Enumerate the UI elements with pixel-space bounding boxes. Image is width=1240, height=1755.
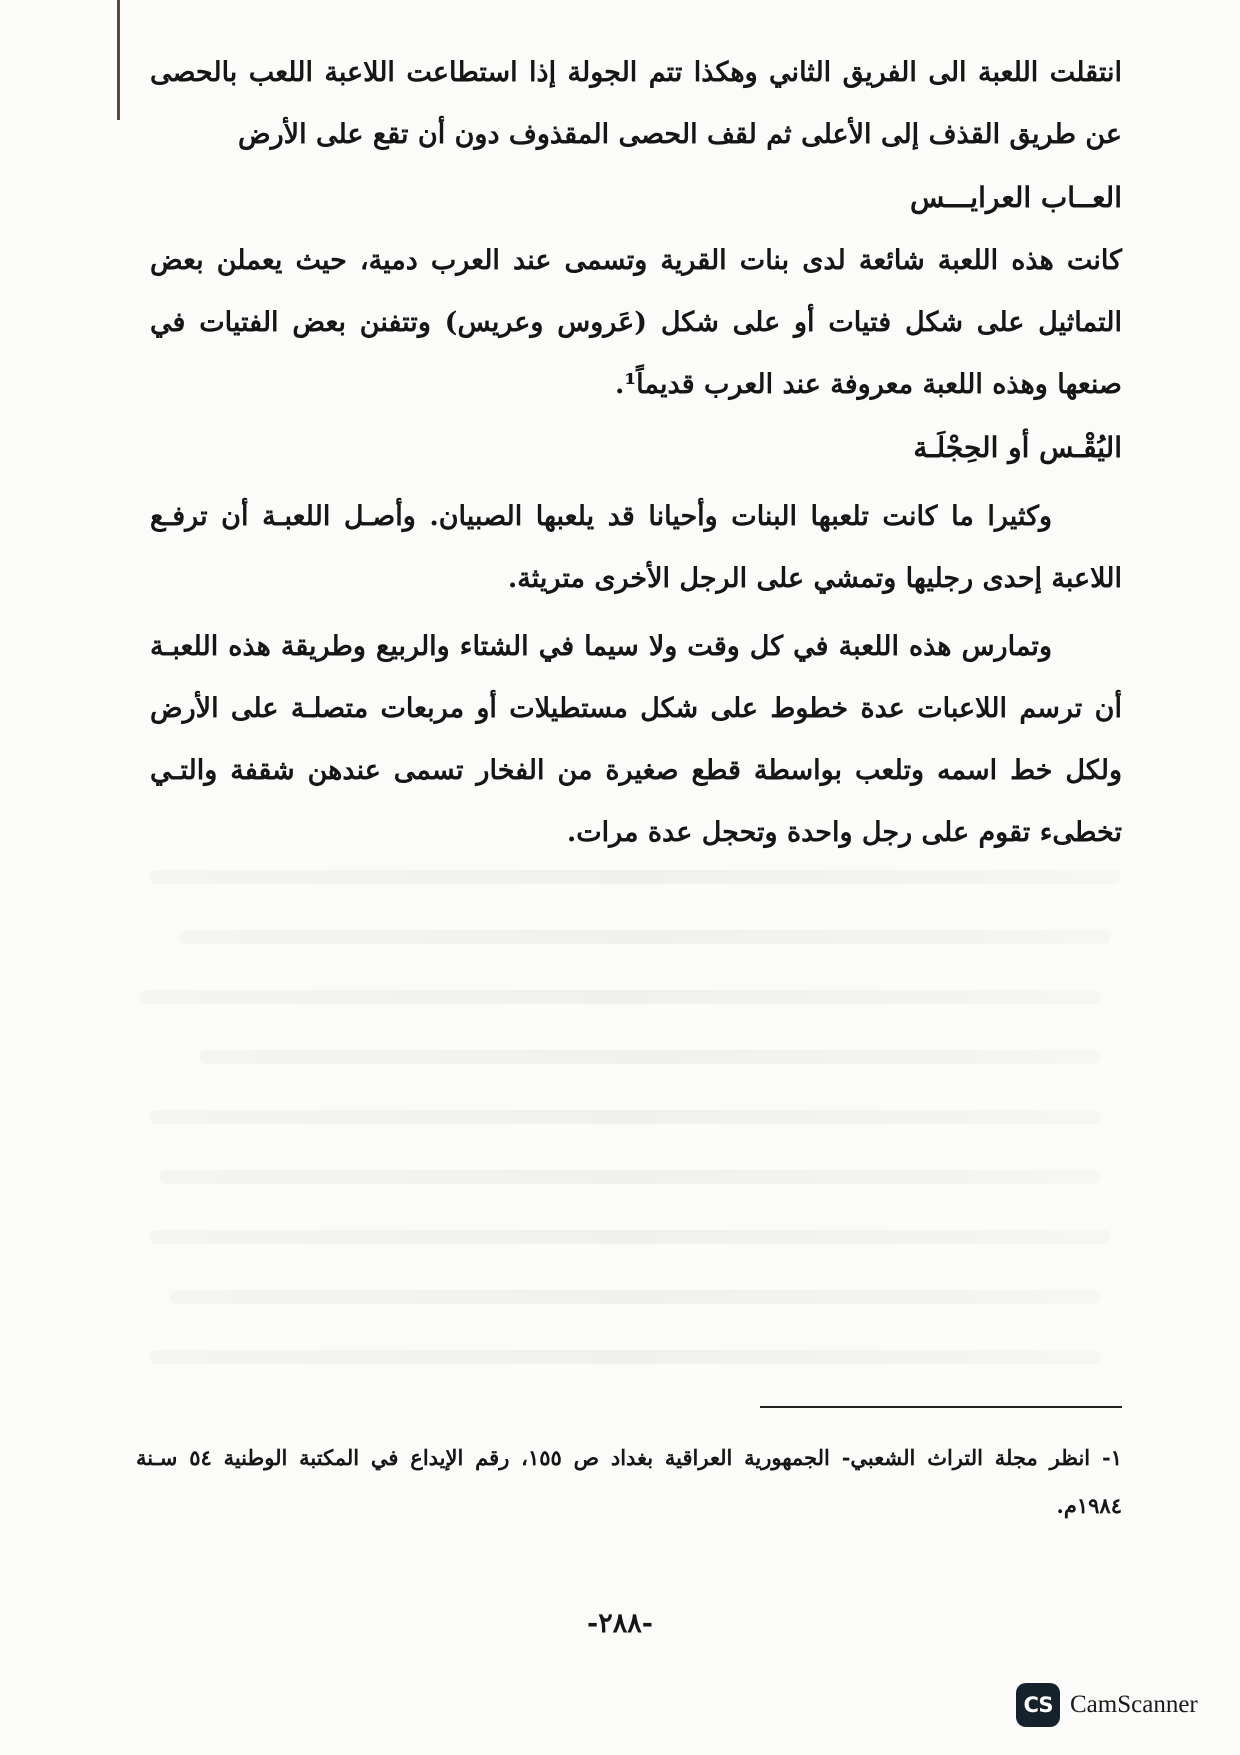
bleed-through-mark <box>180 930 1110 944</box>
paragraph-intro: انتقلت اللعبة الى الفريق الثاني وهكذا تتم الجولة إذا استطاعت اللاعبة اللعب بالحصى عن طريق القذف إلى الأعلى ثم لقف الحصى المقذوف دون أن تقع على الأرض <box>150 57 1122 150</box>
camscanner-watermark <box>1016 1685 1198 1725</box>
bleed-through-mark <box>150 1230 1110 1244</box>
bleed-through-mark <box>150 1350 1100 1364</box>
bleed-through-mark <box>150 1110 1100 1124</box>
heading-hopscotch: اليُقْـس أو الحِجْلَـة <box>913 431 1122 464</box>
page-binding-edge <box>117 0 120 120</box>
paragraph-hopscotch-intro: وكثيرا ما كانت تلعبها البنات وأحيانا قد يلعبها الصبيان. وأصـل اللعبـة أن ترفـع اللاعبة إحدى رجليها وتمشي على الرجل الأخرى متريثة. <box>150 501 1122 594</box>
page-body <box>150 42 1122 864</box>
camscanner-logo-icon: CS <box>1016 1683 1060 1727</box>
bleed-through-mark <box>140 990 1100 1004</box>
footnote-separator <box>760 1406 1122 1408</box>
paragraph-hopscotch-rules: وتمارس هذه اللعبة في كل وقت ولا سيما في الشتاء والربيع وطريقة هذه اللعبـة أن ترسم اللاعبات عدة خطوط على شكل مستطيلات أو مربعات متصلـة على الأرض ولكل خط اسمه وتلعب بواسطة قطع صغيرة من الفخار تسمى عندهن شقفة والتـي تخطىء تقوم على رجل واحدة وتحجل عدة مرات. <box>150 631 1122 848</box>
camscanner-label: CamScanner <box>1070 1691 1198 1718</box>
bleed-through-mark <box>160 1170 1100 1184</box>
page-number: -٢٨٨- <box>587 1608 653 1639</box>
paragraph-dolls-game: كانت هذه اللعبة شائعة لدى بنات القرية وتسمى عند العرب دمية، حيث يعملن بعض التماثيل على شكل فتيات أو على شكل (عَروس وعريس) وتتفنن بعض الفتيات في صنعها وهذه اللعبة معروفة عند العرب قديماً¹. <box>150 245 1122 400</box>
bleed-through-mark <box>150 870 1120 884</box>
heading-dolls-game: العــاب العرايـــس <box>909 181 1122 214</box>
bleed-through-mark <box>170 1290 1100 1304</box>
bleed-through-mark <box>200 1050 1100 1064</box>
footnote: ١- انظر مجلة التراث الشعبي- الجمهورية العراقية بغداد ص ١٥٥، رقم الإيداع في المكتبة الوطنية ٥٤ سـنة ١٩٨٤م. <box>136 1445 1122 1518</box>
